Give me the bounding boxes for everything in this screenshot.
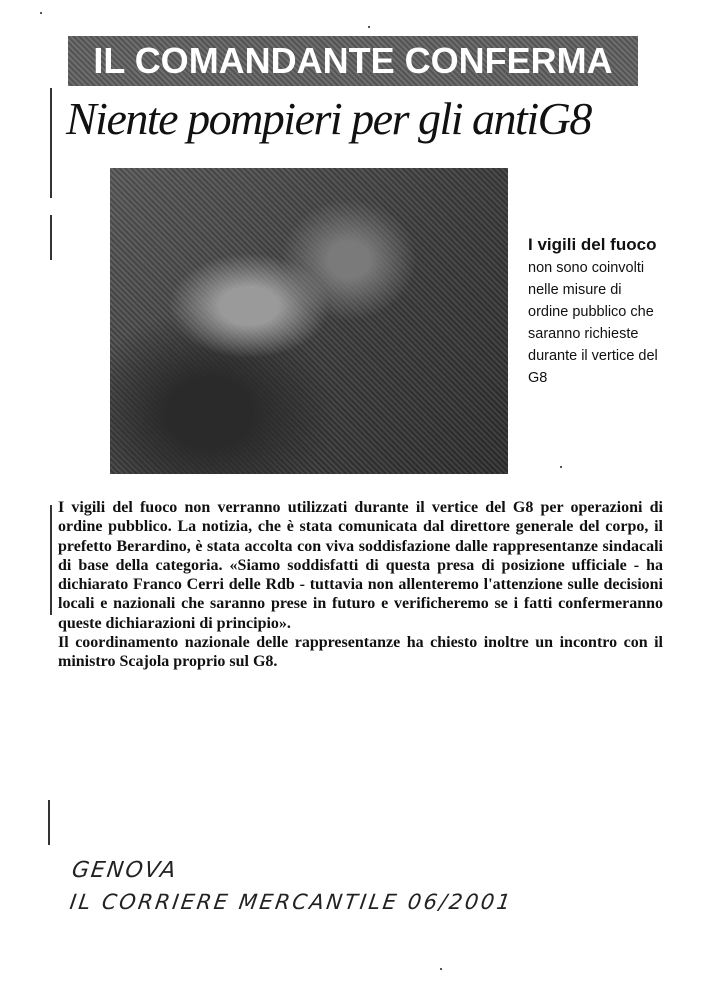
margin-rule-middle <box>50 215 52 260</box>
handwritten-source: IL CORRIERE MERCANTILE 06/2001 <box>68 890 515 914</box>
headline: Niente pompieri per gli antiG8 <box>66 93 591 144</box>
kicker-text: IL COMANDANTE CONFERMA <box>93 40 613 81</box>
scan-speck <box>40 12 42 14</box>
article-paragraph-2: Il coordinamento nazionale delle rappresentanze ha chiesto inoltre un incontro con il ministro Scajola proprio sul G8. <box>58 634 663 671</box>
scan-speck <box>440 968 442 970</box>
firefighter-photo <box>110 168 508 474</box>
caption-lead: I vigili del fuoco <box>528 235 657 254</box>
article-paragraph-1: I vigili del fuoco non verranno utilizzati durante il vertice del G8 per operazioni di ordine pubblico. La notizia, che è stata comunicata dal direttore generale del corpo, il prefetto Berardino, è stata accolta con viva soddisfazione dalle rappresentanze sindacali di base della categoria. «Siamo soddisfatti di questa presa di posizione ufficiale - ha dichiarato Franco Cerri delle Rdb - tuttavia non allenteremo l'attenzione sulle decisioni locali e nazionali che saranno prese in futuro e verificheremo se i fatti confermeranno queste dichiarazioni di principio». <box>58 499 663 632</box>
caption-text: non sono coinvolti nelle misure di ordine pubblico che saranno richieste durante il vertice del G8 <box>528 260 658 386</box>
margin-rule-top <box>50 88 52 198</box>
margin-rule-bottom <box>48 800 50 845</box>
kicker-banner <box>68 36 638 86</box>
margin-rule-body <box>50 505 52 615</box>
scan-speck <box>368 26 370 28</box>
handwritten-city: GENOVA <box>70 858 180 883</box>
article-body <box>58 498 663 672</box>
scan-speck <box>560 466 562 468</box>
photo-caption <box>528 234 663 389</box>
